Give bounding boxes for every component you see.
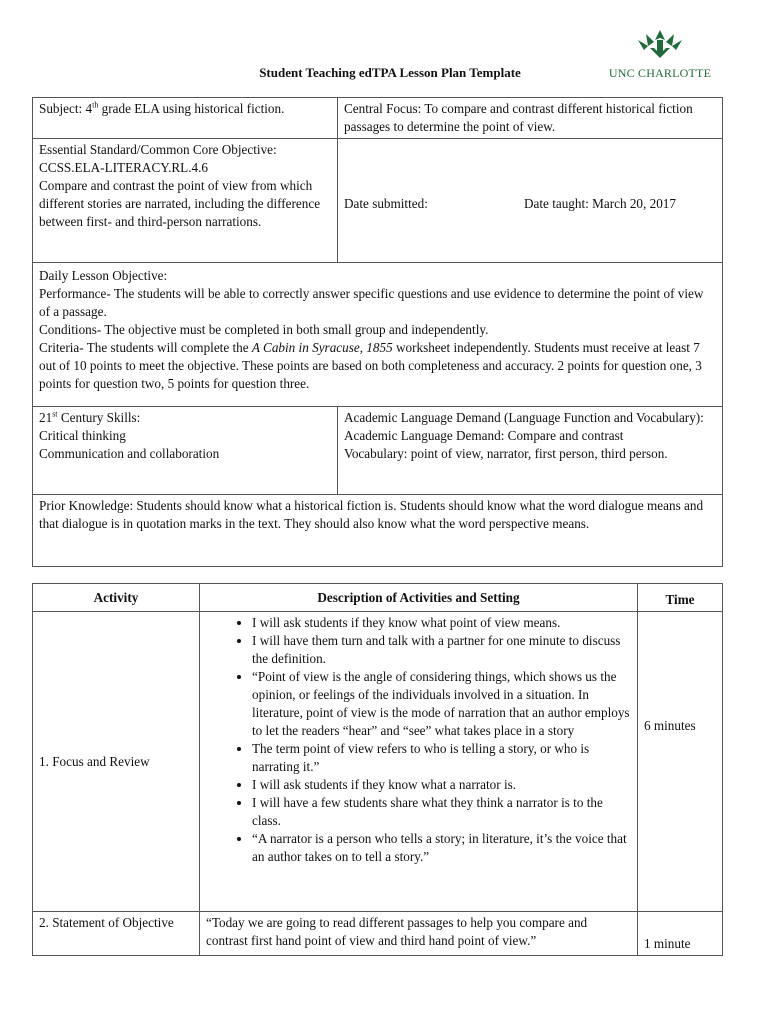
- subject-suffix: grade ELA using historical fiction.: [98, 101, 285, 116]
- list-item: • I will have them turn and talk with a partner for one minute to discuss the definition.: [252, 632, 631, 668]
- list-item: • The term point of view refers to who is telling a story, or who is narrating it.”: [252, 740, 631, 776]
- criteria-pre: Criteria- The students will complete the: [39, 340, 252, 355]
- list-item: • “A narrator is a person who tells a story; in literature, it’s the voice that an author takes on to tell a story.”: [252, 830, 631, 866]
- focus-review-time: 6 minutes: [638, 612, 723, 912]
- description-header: Description of Activities and Setting: [200, 584, 638, 612]
- focus-review-bullets: [206, 614, 631, 866]
- standard-label: Essential Standard/Common Core Objective:: [39, 142, 277, 157]
- subject-sup: th: [92, 100, 99, 110]
- lesson-plan-table: [32, 97, 723, 567]
- standard-cell: [33, 139, 338, 263]
- focus-review-description: [200, 612, 638, 912]
- dates-cell: [338, 139, 723, 263]
- statement-objective-description: “Today we are going to read different passages to help you compare and contrast first hand point of view and third hand point of view.”: [200, 912, 638, 956]
- criteria-post: worksheet independently. Students must receive at least 7 out of 10 points to meet the objective. These points are based on both completeness and accuracy. 2 points for question one, 3 points for question two, 5 points for question three.: [39, 340, 702, 391]
- central-focus-cell: Central Focus: To compare and contrast different historical fiction passages to determine the point of view.: [338, 98, 723, 139]
- crown-logo-icon: [636, 28, 684, 62]
- skills-sup: st: [52, 409, 58, 419]
- date-submitted: Date submitted:: [344, 195, 428, 211]
- subject-cell: [33, 98, 338, 139]
- standard-code: CCSS.ELA-LITERACY.RL.4.6: [39, 160, 209, 175]
- century-skills-cell: [33, 407, 338, 495]
- academic-language-cell: [338, 407, 723, 495]
- skill-communication: Communication and collaboration: [39, 446, 220, 461]
- list-item: • I will ask students if they know what a narrator is.: [252, 776, 631, 794]
- skill-critical-thinking: Critical thinking: [39, 428, 126, 443]
- prior-knowledge-cell: Prior Knowledge: Students should know what a historical fiction is. Students should know what the word dialogue means and that dialogue is in quotation marks in the text. They should also know what the word perspective means.: [33, 495, 723, 567]
- skills-heading: [39, 409, 331, 427]
- objective-label: Daily Lesson Objective:: [39, 268, 168, 283]
- objective-conditions: Conditions- The objective must be completed in both small group and independently.: [39, 322, 489, 337]
- activity-header: Activity: [33, 584, 200, 612]
- lang-demand-heading: Academic Language Demand (Language Function and Vocabulary):: [344, 410, 704, 425]
- objective-criteria: [39, 339, 716, 393]
- skills-suffix: Century Skills:: [57, 410, 141, 425]
- document-title: Student Teaching edTPA Lesson Plan Template: [259, 65, 521, 80]
- activities-table: [32, 583, 723, 956]
- activity-focus-review: 1. Focus and Review: [33, 612, 200, 912]
- daily-objective-cell: [33, 263, 723, 407]
- date-taught: Date taught: March 20, 2017: [524, 195, 676, 211]
- list-item: • I will ask students if they know what point of view means.: [252, 614, 631, 632]
- list-item: • “Point of view is the angle of considering things, which shows us the opinion, or feelings of the individuals involved in a situation. In literature, point of view is the mode of narration that an author employs to let the readers “hear” and “see” what takes place in a story: [252, 668, 631, 740]
- subject-prefix: Subject: 4: [39, 101, 93, 116]
- logo-text: UNC CHARLOTTE: [608, 66, 712, 80]
- activity-statement-objective: 2. Statement of Objective: [33, 912, 200, 956]
- objective-performance: Performance- The students will be able to correctly answer specific questions and use evidence to determine the point of view of a passage.: [39, 286, 704, 319]
- statement-objective-time: 1 minute: [638, 912, 723, 956]
- standard-text: Compare and contrast the point of view from which different stories are narrated, including the difference between first- and third-person narrations.: [39, 178, 321, 229]
- skills-prefix: 21: [39, 410, 53, 425]
- list-item: • I will have a few students share what they think a narrator is to the class.: [252, 794, 631, 830]
- lang-vocabulary: Vocabulary: point of view, narrator, first person, third person.: [344, 446, 668, 461]
- lang-demand-function: Academic Language Demand: Compare and contrast: [344, 428, 624, 443]
- time-header: Time: [638, 584, 723, 612]
- criteria-title: A Cabin in Syracuse, 1855: [251, 340, 393, 355]
